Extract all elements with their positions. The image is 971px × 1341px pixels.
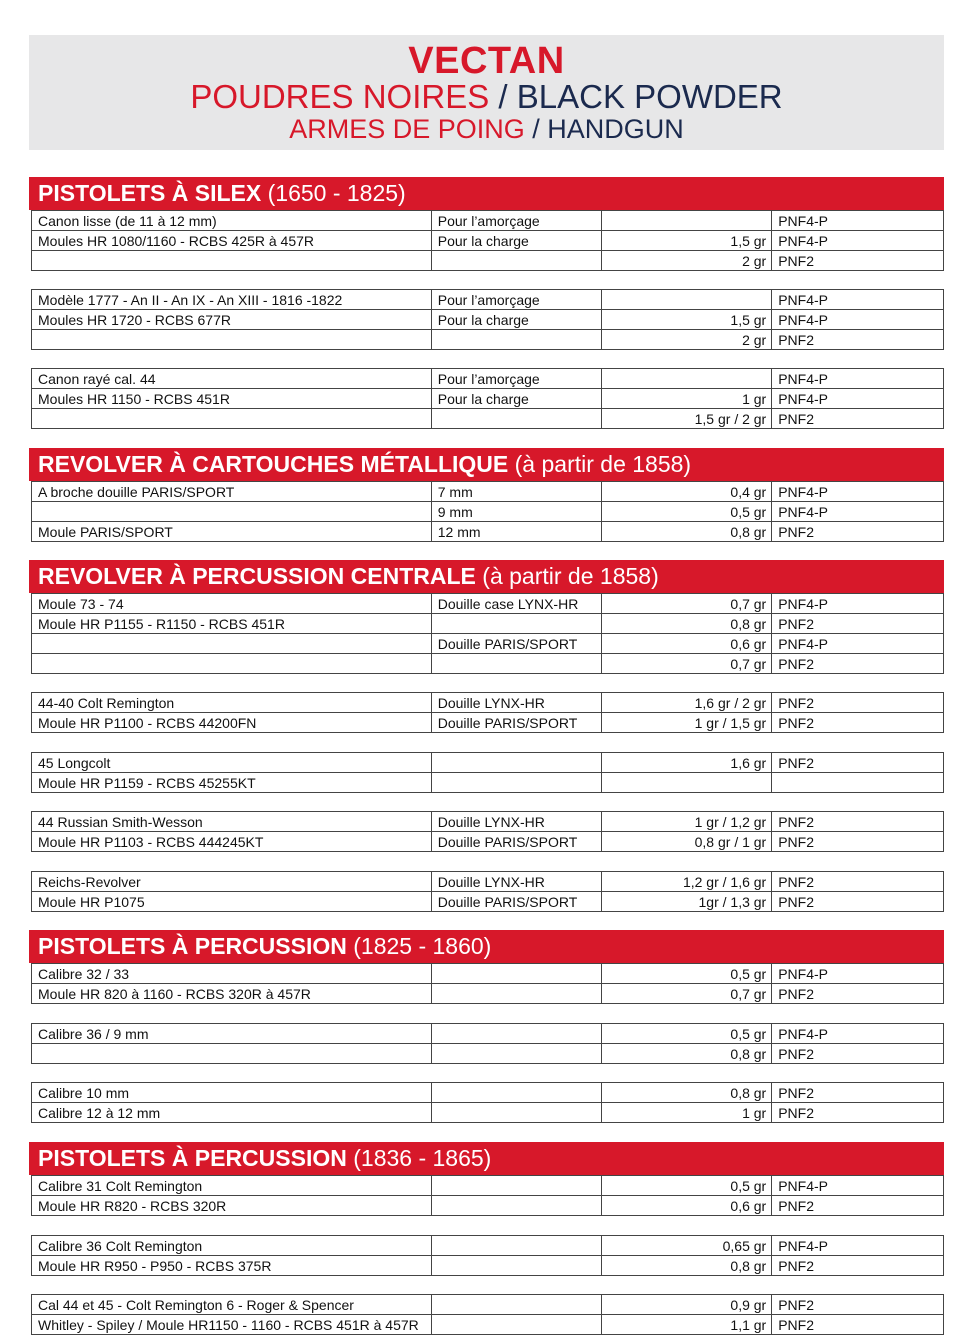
cell-charge: 0,8 gr [602,1044,772,1064]
cell-powder: PNF4-P [772,1236,944,1256]
table-row [32,231,944,251]
cell-powder: PNF2 [772,713,944,733]
cell-model [32,654,432,674]
section-title: REVOLVER À CARTOUCHES MÉTALLIQUE [38,451,509,477]
cell-charge: 1 gr [602,1103,772,1123]
cell-charge: 0,4 gr [602,482,772,502]
cell-usage [431,984,602,1004]
cell-usage [431,1044,602,1064]
load-table [31,811,944,852]
cell-usage: Pour la charge [431,389,602,409]
load-table [31,1235,944,1276]
cell-powder: PNF4-P [772,964,944,984]
table-row [32,753,944,773]
table-row [32,594,944,614]
cell-model: Moule HR R820 - RCBS 320R [32,1196,432,1216]
cell-powder: PNF2 [772,872,944,892]
table-row [32,713,944,733]
cell-model: A broche douille PARIS/SPORT [32,482,432,502]
cell-usage: Douille PARIS/SPORT [431,713,602,733]
cell-charge: 1,5 gr [602,310,772,330]
cell-powder: PNF2 [772,1196,944,1216]
cell-powder: PNF2 [772,753,944,773]
table-row [32,211,944,231]
cell-usage [431,1083,602,1103]
cell-model: 44 Russian Smith-Wesson [32,812,432,832]
cell-model: Calibre 31 Colt Remington [32,1176,432,1196]
load-table [31,593,944,674]
table-row [32,812,944,832]
cell-charge: 0,8 gr / 1 gr [602,832,772,852]
cell-powder: PNF2 [772,693,944,713]
cell-usage: Douille LYNX-HR [431,812,602,832]
cell-powder: PNF4-P [772,1024,944,1044]
section-period: (à partir de 1858) [508,451,692,477]
cell-charge [602,211,772,231]
load-table [31,1023,944,1064]
cell-usage: Douille PARIS/SPORT [431,892,602,912]
cell-usage [431,1024,602,1044]
load-table [31,210,944,271]
cell-powder: PNF4-P [772,211,944,231]
cell-usage [431,964,602,984]
cell-model: Moule HR 820 à 1160 - RCBS 320R à 457R [32,984,432,1004]
section-title: PISTOLETS À PERCUSSION [38,933,347,959]
cell-powder: PNF2 [772,1256,944,1276]
cell-charge [602,369,772,389]
cell-usage: Pour la charge [431,231,602,251]
table-row [32,872,944,892]
table-row [32,1196,944,1216]
section-period: (1825 - 1860) [346,933,492,959]
table-row [32,892,944,912]
table-row [32,522,944,542]
subtitle-en: HANDGUN [547,114,684,144]
cell-model [32,1044,432,1064]
cell-powder: PNF2 [772,832,944,852]
cell-charge: 1,1 gr [602,1315,772,1335]
load-table [31,692,944,733]
cell-model: Whitley - Spiley / Moule HR1150 - 1160 - RCBS 451R à 457R [32,1315,432,1335]
section-header [29,930,944,963]
cell-model: Reichs-Revolver [32,872,432,892]
cell-usage: Pour l’amorçage [431,369,602,389]
cell-model: Calibre 10 mm [32,1083,432,1103]
cell-usage [431,330,602,350]
cell-usage: Douille LYNX-HR [431,693,602,713]
table-row [32,614,944,634]
cell-usage: Douille PARIS/SPORT [431,832,602,852]
table-row [32,1103,944,1123]
cell-powder: PNF2 [772,1044,944,1064]
section-title: PISTOLETS À SILEX [38,180,262,206]
subtitle-handgun [29,113,944,145]
cell-powder: PNF2 [772,892,944,912]
cell-charge: 0,6 gr [602,1196,772,1216]
cell-usage: Douille case LYNX-HR [431,594,602,614]
cell-charge: 0,9 gr [602,1295,772,1315]
table-row [32,409,944,429]
cell-model: Moule HR P1103 - RCBS 444245KT [32,832,432,852]
cell-model: Moules HR 1150 - RCBS 451R [32,389,432,409]
cell-usage [431,409,602,429]
cell-model: Moule HR P1159 - RCBS 45255KT [32,773,432,793]
cell-charge: 1gr / 1,3 gr [602,892,772,912]
table-row [32,482,944,502]
section-period: (1836 - 1865) [346,1145,492,1171]
table-row [32,1256,944,1276]
cell-model: Moule HR P1100 - RCBS 44200FN [32,713,432,733]
load-table [31,871,944,912]
cell-usage [431,1176,602,1196]
table-row [32,984,944,1004]
table-row [32,310,944,330]
cell-charge: 0,5 gr [602,1024,772,1044]
cell-model: Calibre 32 / 33 [32,964,432,984]
cell-powder: PNF4-P [772,389,944,409]
load-table [31,1294,944,1335]
cell-charge: 0,7 gr [602,594,772,614]
cell-model [32,409,432,429]
table-row [32,1176,944,1196]
cell-charge: 1 gr / 1,5 gr [602,713,772,733]
cell-usage: 12 mm [431,522,602,542]
cell-model: Moule 73 - 74 [32,594,432,614]
cell-usage [431,1103,602,1123]
cell-usage [431,251,602,271]
section-header [29,560,944,593]
cell-charge: 1,5 gr / 2 gr [602,409,772,429]
cell-charge: 0,8 gr [602,614,772,634]
subtitle-fr: ARMES DE POING [289,114,525,144]
cell-charge: 0,65 gr [602,1236,772,1256]
cell-model: Calibre 36 / 9 mm [32,1024,432,1044]
cell-model: Calibre 12 à 12 mm [32,1103,432,1123]
section-header [29,1142,944,1175]
table-row [32,330,944,350]
cell-powder: PNF4-P [772,482,944,502]
load-table [31,1082,944,1123]
cell-powder: PNF4-P [772,231,944,251]
cell-charge: 1,6 gr [602,753,772,773]
cell-model: Moules HR 1720 - RCBS 677R [32,310,432,330]
cell-powder: PNF2 [772,522,944,542]
cell-charge: 0,8 gr [602,1083,772,1103]
table-row [32,1083,944,1103]
cell-charge: 1,6 gr / 2 gr [602,693,772,713]
table-row [32,832,944,852]
cell-usage: 7 mm [431,482,602,502]
cell-charge: 1,5 gr [602,231,772,251]
cell-powder: PNF2 [772,1295,944,1315]
cell-model [32,251,432,271]
cell-usage [431,654,602,674]
table-row [32,1295,944,1315]
cell-charge: 1 gr [602,389,772,409]
cell-powder: PNF2 [772,330,944,350]
cell-powder: PNF2 [772,812,944,832]
cell-model: Modèle 1777 - An II - An IX - An XIII - 1816 -1822 [32,290,432,310]
cell-charge: 1 gr / 1,2 gr [602,812,772,832]
cell-powder: PNF2 [772,1315,944,1335]
brand-title: VECTAN [408,40,565,82]
cell-model [32,330,432,350]
cell-usage [431,1295,602,1315]
cell-charge: 0,6 gr [602,634,772,654]
cell-charge: 0,7 gr [602,654,772,674]
table-row [32,1315,944,1335]
cell-usage: Pour l’amorçage [431,211,602,231]
load-table [31,368,944,429]
cell-charge: 2 gr [602,330,772,350]
cell-model: Moule PARIS/SPORT [32,522,432,542]
cell-powder: PNF4-P [772,594,944,614]
cell-usage: Pour l’amorçage [431,290,602,310]
subtitle-black-powder [29,79,944,115]
table-row [32,1024,944,1044]
cell-usage [431,614,602,634]
cell-usage [431,1196,602,1216]
section-title: PISTOLETS À PERCUSSION [38,1145,347,1171]
cell-powder: PNF2 [772,654,944,674]
cell-usage [431,1256,602,1276]
cell-usage: Douille LYNX-HR [431,872,602,892]
cell-usage: Douille PARIS/SPORT [431,634,602,654]
table-row [32,389,944,409]
cell-model: 44-40 Colt Remington [32,693,432,713]
section-title: REVOLVER À PERCUSSION CENTRALE [38,563,476,589]
section-period: (à partir de 1858) [475,563,659,589]
cell-usage [431,1315,602,1335]
cell-model: 45 Longcolt [32,753,432,773]
cell-model: Moule HR R950 - P950 - RCBS 375R [32,1256,432,1276]
cell-charge: 0,8 gr [602,522,772,542]
load-table [31,481,944,542]
table-row [32,251,944,271]
cell-model: Canon lisse (de 11 à 12 mm) [32,211,432,231]
subtitle-separator: / [524,114,548,144]
table-row [32,502,944,522]
cell-powder: PNF2 [772,1083,944,1103]
cell-usage: 9 mm [431,502,602,522]
cell-charge: 0,5 gr [602,1176,772,1196]
cell-usage [431,753,602,773]
cell-charge: 0,8 gr [602,1256,772,1276]
table-row [32,1236,944,1256]
cell-powder: PNF2 [772,614,944,634]
table-row [32,773,944,793]
cell-usage [431,1236,602,1256]
cell-charge: 1,2 gr / 1,6 gr [602,872,772,892]
load-table [31,963,944,1004]
section-period: (1650 - 1825) [261,180,406,206]
cell-powder: PNF2 [772,984,944,1004]
cell-model: Calibre 36 Colt Remington [32,1236,432,1256]
cell-charge: 2 gr [602,251,772,271]
cell-model [32,634,432,654]
cell-model: Cal 44 et 45 - Colt Remington 6 - Roger & Spencer [32,1295,432,1315]
load-table [31,752,944,793]
cell-charge [602,773,772,793]
cell-powder: PNF4-P [772,310,944,330]
cell-powder [772,773,944,793]
cell-powder: PNF2 [772,251,944,271]
cell-model: Moule HR P1075 [32,892,432,912]
table-row [32,634,944,654]
cell-model: Canon rayé cal. 44 [32,369,432,389]
cell-model: Moules HR 1080/1160 - RCBS 425R à 457R [32,231,432,251]
section-header [29,448,944,481]
cell-powder: PNF4-P [772,634,944,654]
table-row [32,964,944,984]
table-row [32,290,944,310]
cell-model [32,502,432,522]
table-row [32,693,944,713]
cell-usage: Pour la charge [431,310,602,330]
cell-model: Moule HR P1155 - R1150 - RCBS 451R [32,614,432,634]
cell-charge: 0,5 gr [602,964,772,984]
cell-powder: PNF4-P [772,369,944,389]
load-table [31,289,944,350]
table-row [32,654,944,674]
subtitle-en: BLACK POWDER [516,78,783,115]
cell-powder: PNF2 [772,409,944,429]
cell-powder: PNF4-P [772,290,944,310]
section-header [29,177,944,210]
cell-charge: 0,5 gr [602,502,772,522]
cell-powder: PNF4-P [772,1176,944,1196]
subtitle-fr: POUDRES NOIRES [190,78,490,115]
subtitle-separator: / [489,78,517,115]
table-row [32,1044,944,1064]
cell-usage [431,773,602,793]
cell-charge: 0,7 gr [602,984,772,1004]
cell-powder: PNF4-P [772,502,944,522]
cell-powder: PNF2 [772,1103,944,1123]
page-header [29,35,944,150]
cell-charge [602,290,772,310]
load-table [31,1175,944,1216]
table-row [32,369,944,389]
